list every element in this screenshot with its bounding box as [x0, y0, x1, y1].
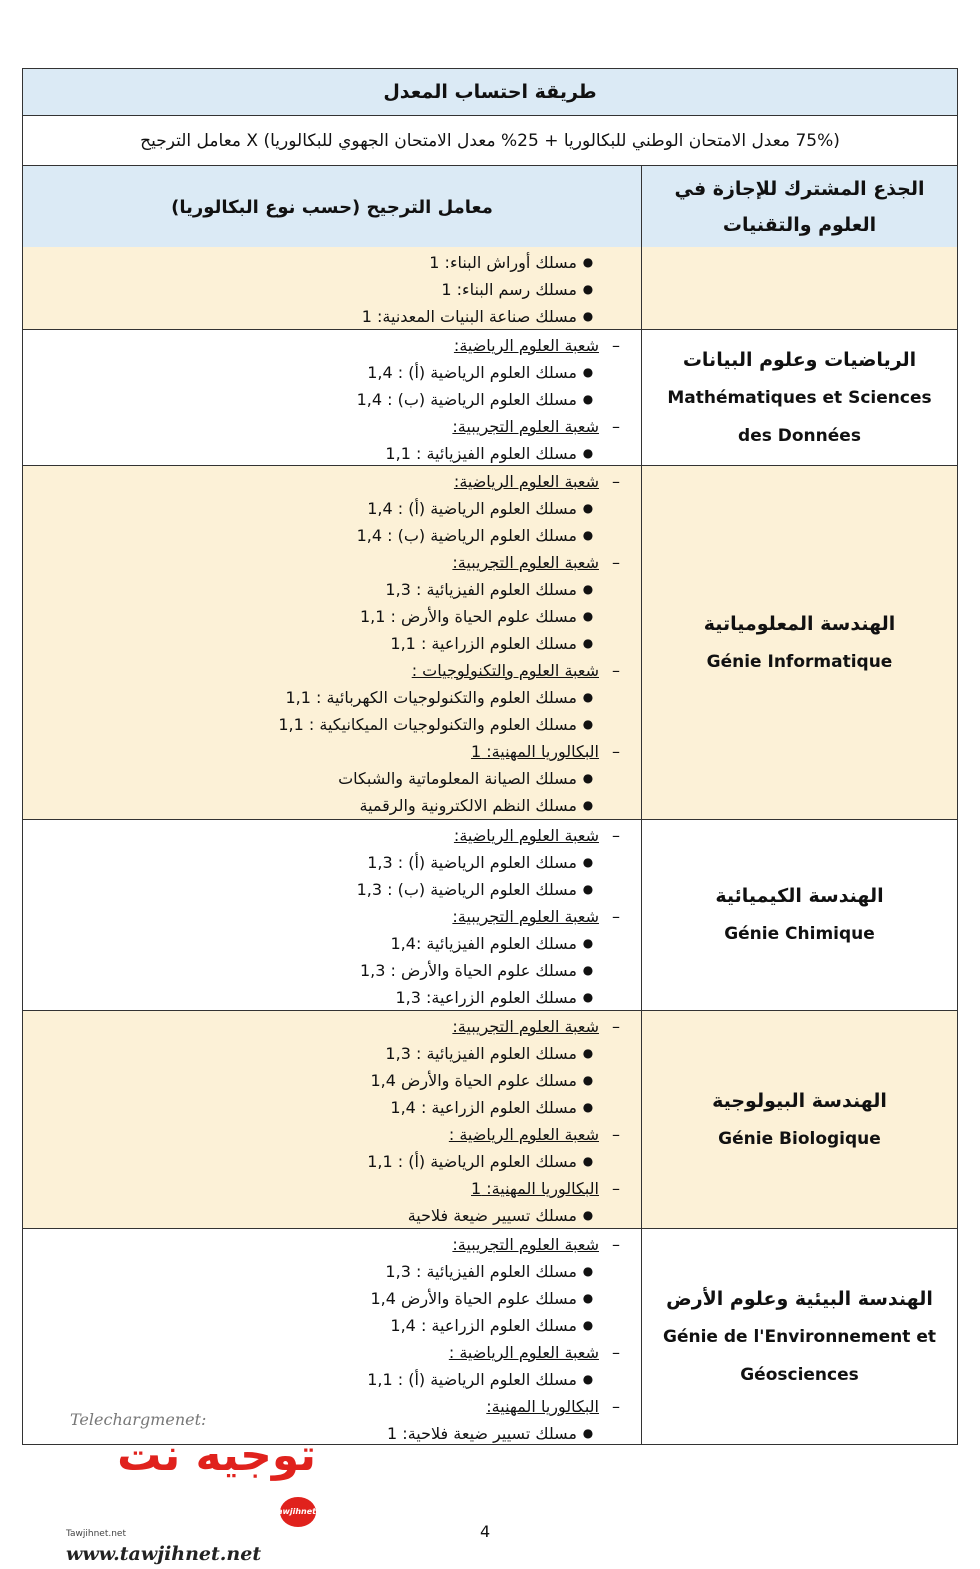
track-coefficient-item: [23, 249, 641, 276]
track-coefficient-item: [23, 711, 641, 738]
track-section-heading: [23, 1121, 641, 1148]
line-text: شعبة العلوم التجريبية:: [452, 553, 599, 572]
track-coefficient-item: [23, 1067, 641, 1094]
table-row: [23, 465, 957, 819]
track-coefficient-item: [23, 1258, 641, 1285]
line-text: شعبة العلوم الرياضية :: [448, 1343, 599, 1362]
program-name-arabic: الهندسة البيئية وعلوم الأرض: [666, 1287, 933, 1310]
line-text: مسلك الصيانة المعلوماتية والشبكات: [338, 769, 577, 788]
brand-subtitle: Tawjihnet.net: [66, 1529, 126, 1539]
table-row: [23, 329, 957, 465]
dash-icon: –: [612, 907, 620, 926]
track-coefficient-item: [23, 1148, 641, 1175]
bullet-icon: ●: [582, 1291, 594, 1305]
line-text: مسلك العلوم الرياضية (ب) : 1,4: [356, 526, 577, 545]
bullet-icon: ●: [582, 1073, 594, 1087]
line-text: مسلك تسيير ضيعة فلاحية: [407, 1206, 577, 1225]
line-text: مسلك العلوم الفيزيائية :1,4: [390, 934, 577, 953]
line-text: مسلك العلوم الفيزيائية : 1,3: [385, 1262, 577, 1281]
dash-icon: –: [612, 826, 620, 845]
bullet-icon: ●: [582, 936, 594, 950]
line-text: شعبة العلوم التجريبية:: [452, 1235, 599, 1254]
line-text: مسلك تسيير ضيعة فلاحية: 1: [387, 1424, 577, 1443]
program-name-french: Génie Chimique: [724, 924, 875, 944]
bullet-icon: ●: [582, 255, 594, 269]
bullet-icon: ●: [582, 282, 594, 296]
line-text: شعبة العلوم والتكنولوجيات :: [411, 661, 599, 680]
program-name-arabic: الهندسة المعلومياتية: [703, 612, 896, 635]
line-text: مسلك العلوم الزراعية : 1,4: [390, 1098, 577, 1117]
line-text: شعبة العلوم الرياضية:: [453, 472, 599, 491]
bullet-icon: ●: [582, 582, 594, 596]
bullet-icon: ●: [582, 798, 594, 812]
line-text: شعبة العلوم الرياضية:: [453, 826, 599, 845]
table-body: [23, 247, 957, 1444]
bullet-icon: ●: [582, 1264, 594, 1278]
line-text: البكالوريا المهنية:: [486, 1397, 599, 1416]
dash-icon: –: [612, 553, 620, 572]
tawjihnet-logo: [66, 1410, 316, 1565]
line-text: البكالوريا المهنية: 1: [471, 742, 599, 761]
track-coefficient-item: [23, 495, 641, 522]
dash-icon: –: [612, 417, 620, 436]
line-text: مسلك العلوم الفيزيائية : 1,3: [385, 580, 577, 599]
brand-text: توجيه نت: [117, 1430, 316, 1481]
line-text: مسلك علوم الحياة والأرض : 1,1: [359, 607, 577, 626]
bullet-icon: ●: [582, 1046, 594, 1060]
dash-icon: –: [612, 472, 620, 491]
program-name-cell: [641, 466, 957, 819]
track-coefficient-item: [23, 1366, 641, 1393]
track-coefficient-item: [23, 630, 641, 657]
website-url[interactable]: www.tawjihnet.net: [66, 1543, 262, 1565]
table-row: [23, 1010, 957, 1228]
line-text: مسلك العلوم الفيزيائية : 1,1: [385, 444, 577, 463]
track-coefficient-item: [23, 1285, 641, 1312]
bullet-icon: ●: [582, 392, 594, 406]
program-name-french: Génie de l'Environnement et Géosciences: [663, 1326, 936, 1385]
track-section-heading: [23, 738, 641, 765]
line-text: مسلك صناعة البنيات المعدنية: 1: [361, 307, 577, 326]
track-section-heading: [23, 468, 641, 495]
coefficients-cell: [23, 820, 641, 1010]
table-row: [23, 819, 957, 1010]
bullet-icon: ●: [582, 1318, 594, 1332]
line-text: مسلك العلوم الزراعية : 1,4: [390, 1316, 577, 1335]
dash-icon: –: [612, 1397, 620, 1416]
line-text: مسلك العلوم الزراعية: 1,3: [395, 988, 577, 1007]
coefficients-cell: [23, 330, 641, 465]
program-name-cell: [641, 330, 957, 465]
line-text: مسلك العلوم الرياضية (ب) : 1,4: [356, 390, 577, 409]
line-text: مسلك العلوم والتكنولوجيات الميكانيكية : 1,1: [278, 715, 577, 734]
bullet-icon: ●: [582, 636, 594, 650]
line-text: مسلك علوم الحياة والأرض 1,4: [370, 1071, 577, 1090]
track-section-heading: [23, 903, 641, 930]
line-text: مسلك العلوم والتكنولوجيات الكهربائية : 1,1: [285, 688, 577, 707]
track-coefficient-item: [23, 1094, 641, 1121]
bullet-icon: ●: [582, 1372, 594, 1386]
track-section-heading: [23, 549, 641, 576]
track-coefficient-item: [23, 1202, 641, 1229]
track-section-heading: [23, 1175, 641, 1202]
bullet-icon: ●: [582, 1426, 594, 1440]
dash-icon: –: [612, 661, 620, 680]
dash-icon: –: [612, 742, 620, 761]
coefficients-cell: [23, 247, 641, 329]
table-title: طريقة احتساب المعدل: [23, 69, 957, 115]
coefficients-table: [22, 68, 958, 1445]
dash-icon: –: [612, 1235, 620, 1254]
track-section-heading: [23, 1339, 641, 1366]
dash-icon: –: [612, 1343, 620, 1362]
bullet-icon: ●: [582, 855, 594, 869]
average-formula: (75% معدل الامتحان الوطني للبكالوريا + 25% معدل الامتحان الجهوي للبكالوريا) X معامل الترجيح: [23, 115, 957, 165]
track-coefficient-item: [23, 765, 641, 792]
line-text: مسلك العلوم الرياضية (ب) : 1,3: [356, 880, 577, 899]
bullet-icon: ●: [582, 365, 594, 379]
line-text: مسلك العلوم الرياضية (أ) : 1,1: [367, 1152, 577, 1171]
bullet-icon: ●: [582, 1154, 594, 1168]
bullet-icon: ●: [582, 963, 594, 977]
track-coefficient-item: [23, 1312, 641, 1339]
brand-mark-icon: tawjihnet: [280, 1497, 316, 1527]
line-text: شعبة العلوم الرياضية :: [448, 1125, 599, 1144]
bullet-icon: ●: [582, 717, 594, 731]
line-text: شعبة العلوم التجريبية:: [452, 417, 599, 436]
dash-icon: –: [612, 1179, 620, 1198]
bullet-icon: ●: [582, 1208, 594, 1222]
track-coefficient-item: [23, 440, 641, 467]
bullet-icon: ●: [582, 609, 594, 623]
track-coefficient-item: [23, 792, 641, 819]
line-text: مسلك علوم الحياة والأرض 1,4: [370, 1289, 577, 1308]
bullet-icon: ●: [582, 690, 594, 704]
dash-icon: –: [612, 1125, 620, 1144]
line-text: مسلك النظم الالكترونية والرقمية: [359, 796, 577, 815]
line-text: مسلك العلوم الرياضية (أ) : 1,4: [367, 363, 577, 382]
line-text: البكالوريا المهنية: 1: [471, 1179, 599, 1198]
track-coefficient-item: [23, 522, 641, 549]
track-coefficient-item: [23, 359, 641, 386]
bullet-icon: ●: [582, 528, 594, 542]
header-coefficient-column: معامل الترجيح (حسب نوع البكالوريا): [171, 197, 493, 218]
dash-icon: –: [612, 1017, 620, 1036]
line-text: شعبة العلوم التجريبية:: [452, 907, 599, 926]
program-name-french: Génie Biologique: [718, 1128, 881, 1149]
track-coefficient-item: [23, 276, 641, 303]
line-text: مسلك العلوم الرياضية (أ) : 1,3: [367, 853, 577, 872]
track-coefficient-item: [23, 386, 641, 413]
line-text: مسلك أوراش البناء: 1: [429, 253, 577, 272]
track-section-heading: [23, 657, 641, 684]
line-text: شعبة العلوم الرياضية:: [453, 336, 599, 355]
line-text: شعبة العلوم التجريبية:: [452, 1017, 599, 1036]
track-section-heading: [23, 332, 641, 359]
download-label: Telechargmenet:: [70, 1410, 207, 1429]
track-section-heading: [23, 822, 641, 849]
bullet-icon: ●: [582, 771, 594, 785]
bullet-icon: ●: [582, 1100, 594, 1114]
coefficients-cell: [23, 1011, 641, 1228]
program-name-cell: [641, 247, 957, 329]
track-section-heading: [23, 1231, 641, 1258]
program-name-cell: [641, 820, 957, 1010]
line-text: مسلك العلوم الرياضية (أ) : 1,1: [367, 1370, 577, 1389]
bullet-icon: ●: [582, 882, 594, 896]
program-name-arabic: الرياضيات وعلوم البيانات: [682, 348, 917, 371]
track-coefficient-item: [23, 876, 641, 903]
line-text: مسلك رسم البناء: 1: [441, 280, 577, 299]
track-coefficient-item: [23, 984, 641, 1011]
bullet-icon: ●: [582, 990, 594, 1004]
track-coefficient-item: [23, 603, 641, 630]
program-name-french: Génie Informatique: [706, 651, 893, 672]
track-coefficient-item: [23, 957, 641, 984]
table-row: [23, 247, 957, 329]
track-coefficient-item: [23, 930, 641, 957]
line-text: مسلك العلوم الفيزيائية : 1,3: [385, 1044, 577, 1063]
track-coefficient-item: [23, 1040, 641, 1067]
dash-icon: –: [612, 336, 620, 355]
line-text: مسلك علوم الحياة والأرض : 1,3: [359, 961, 577, 980]
track-coefficient-item: [23, 576, 641, 603]
brand-wordmark: [66, 1429, 316, 1537]
program-name-arabic: الهندسة الكيميائية: [715, 885, 884, 907]
program-name-arabic: الهندسة البيولوجية: [712, 1089, 887, 1112]
bullet-icon: ●: [582, 446, 594, 460]
bullet-icon: ●: [582, 309, 594, 323]
line-text: مسلك العلوم الرياضية (أ) : 1,4: [367, 499, 577, 518]
line-text: مسلك العلوم الزراعية : 1,1: [390, 634, 577, 653]
track-coefficient-item: [23, 303, 641, 330]
track-section-heading: [23, 413, 641, 440]
coefficients-cell: [23, 466, 641, 819]
program-name-french: Mathématiques et Sciences des Données: [667, 387, 932, 446]
track-coefficient-item: [23, 849, 641, 876]
table-header-row: [23, 165, 957, 247]
track-section-heading: [23, 1013, 641, 1040]
program-name-cell: [641, 1011, 957, 1228]
track-coefficient-item: [23, 684, 641, 711]
page-number: 4: [480, 1522, 491, 1541]
bullet-icon: ●: [582, 501, 594, 515]
header-program-column: الجذع المشترك للإجازة في العلوم والتقنيات: [641, 166, 957, 247]
program-name-cell: [641, 1229, 957, 1444]
